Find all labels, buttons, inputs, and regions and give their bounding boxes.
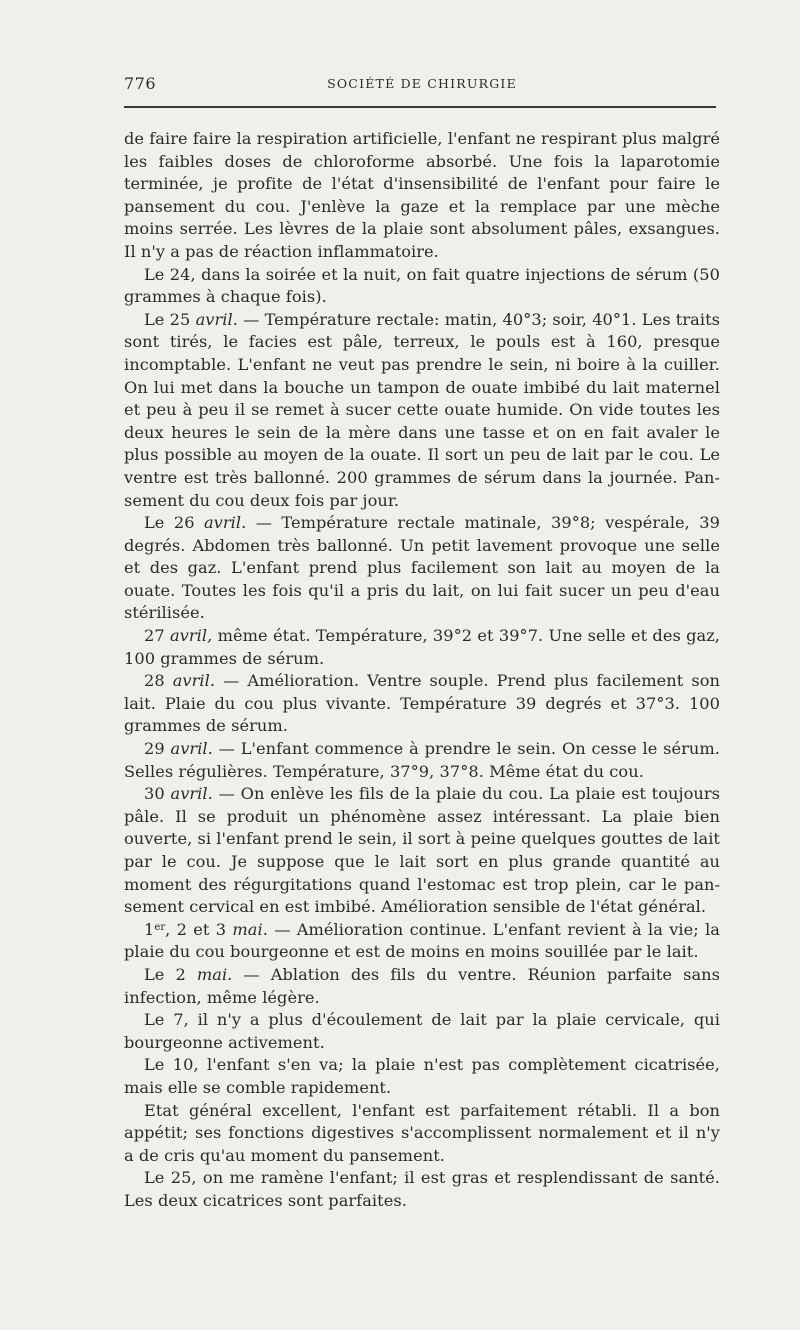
entry-text: — Température rectale: matin, 40°3; soir, 40°1. Les traits sont tirés, le facies est pâle, terreux, le pouls est à 160, presque incomptable. L'enfant ne veut pas prendre le sein, ni boire à la cuiller. On lui met dans la bouche un tampon de ouate imbibé du lait maternel et peu à peu il se remet à sucer cette ouate humide. On vide toutes les deux heures le sein de la mère dans une tasse et on en fait avaler le plus possible au moyen de la ouate. Il sort un peu de lait par le cou. Le ventre est très ballonné. 200 grammes de sérum dans la journée. Pansement du cou deux fois par jour. xyxy=(124,309,720,510)
paragraph-7-mai: Le 7, il n'y a plus d'écoulement de lait par la plaie cervicale, qui bourgeonne activement. xyxy=(124,1010,720,1052)
entry-text: même état. Température, 39°2 et 39°7. Une selle et des gaz, 100 grammes de sérum. xyxy=(124,626,720,668)
entry-prefix: 29 xyxy=(144,739,171,759)
entry-text: — Amélioration continue. L'enfant revient à la vie; la plaie du cou bourgeonne et est de moins en moins souillée par le lait. xyxy=(124,919,720,962)
paragraph-25-avril xyxy=(124,309,720,512)
entry-date: avril. xyxy=(195,309,238,329)
entry-text: — On enlève les fils de la plaie du cou. La plaie est toujours pâle. Il se produit un phénomène assez intéressant. La plaie bien ouverte, si l'enfant prend le sein, il sort à peine quelques gouttes de lait par le cou. Je suppose que le lait sort en plus grande quantité au moment des régurgitations quand l'estomac est trop plein, car le pansement cervical en est imbibé. Amélioration sensible de l'état général. xyxy=(124,784,720,917)
entry-date: mai. xyxy=(232,919,268,939)
entry-date: avril, xyxy=(169,626,213,646)
paragraph-2-mai xyxy=(124,964,720,1009)
entry-prefix-rest: , 2 et 3 xyxy=(165,919,233,939)
entry-date: avril. xyxy=(172,671,216,691)
page-header xyxy=(124,74,720,94)
entry-text: — Ablation des fils du ventre. Réunion parfaite sans infection, même légère. xyxy=(124,964,720,1007)
entry-prefix: Le 26 xyxy=(144,513,204,533)
entry-text: — L'enfant commence à prendre le sein. On cesse le sérum. Selles régulières. Température, 37°9, 37°8. Même état du cou. xyxy=(124,739,720,781)
entry-text: — Température rectale matinale, 39°8; vespérale, 39 degrés. Abdomen très ballonné. Un petit lavement provoque une selle et des gaz. L'enfant prend plus facilement son lait au moyen de la ouate. Toutes les fois qu'il a pris du lait, on lui fait sucer un peu d'eau stérilisée. xyxy=(124,513,720,623)
header-rule xyxy=(124,106,716,108)
entry-prefix: 30 xyxy=(144,784,171,804)
paragraph-27-avril xyxy=(124,625,720,670)
entry-prefix: Le 25 xyxy=(144,309,196,329)
entry-prefix: 28 xyxy=(144,671,173,691)
paragraph-26-avril xyxy=(124,512,720,625)
page-number: 776 xyxy=(124,74,157,93)
paragraph-29-avril xyxy=(124,738,720,783)
paragraph-30-avril xyxy=(124,783,720,919)
superscript: er xyxy=(154,921,166,933)
entry-prefix: 1 xyxy=(144,919,155,939)
entry-date: avril. xyxy=(203,513,247,533)
entry-date: mai. xyxy=(196,964,233,984)
entry-text: — Amélioration. Ventre souple. Prend plus facilement son lait. Plaie du cou plus vivante. Température 39 degrés et 37°3. 100 grammes de sérum. xyxy=(124,671,720,736)
paragraph-25-mai: Le 25, on me ramène l'enfant; il est gras et resplendissant de santé. Les deux cicatrices sont parfaites. xyxy=(124,1168,720,1210)
paragraph-1-3-mai xyxy=(124,919,720,964)
entry-date: avril. xyxy=(170,739,213,759)
entry-prefix: 27 xyxy=(144,626,170,646)
paragraph-28-avril xyxy=(124,670,720,738)
paragraph-10-mai: Le 10, l'enfant s'en va; la plaie n'est pas complètement cicatrisée, mais elle se comble rapidement. xyxy=(124,1055,720,1097)
entry-prefix: Le 2 xyxy=(144,964,197,984)
running-title: SOCIÉTÉ DE CHIRURGIE xyxy=(327,76,517,91)
paragraph-etat-general: Etat général excellent, l'enfant est parfaitement rétabli. Il a bon appétit; ses fonctions digestives s'accomplissent normalement et il n'y a de cris qu'au moment du pansement. xyxy=(124,1100,720,1165)
paragraph-continuation: de faire faire la respiration artificielle, l'enfant ne respirant plus malgré les faibles doses de chloroforme absorbé. Une fois la laparotomie terminée, je profite de l'état d'insensibilité de l'enfant pour faire le pansement du cou. J'enlève la gaze et la remplace par une mèche moins serrée. Les lèvres de la plaie sont absolument pâles, exsangues. Il n'y a pas de réaction inflammatoire. xyxy=(124,129,720,261)
paragraph-24-avril: Le 24, dans la soirée et la nuit, on fait quatre injections de sérum (50 grammes à chaque fois). xyxy=(124,264,720,307)
entry-date: avril. xyxy=(170,784,213,804)
body-text xyxy=(124,128,720,1213)
